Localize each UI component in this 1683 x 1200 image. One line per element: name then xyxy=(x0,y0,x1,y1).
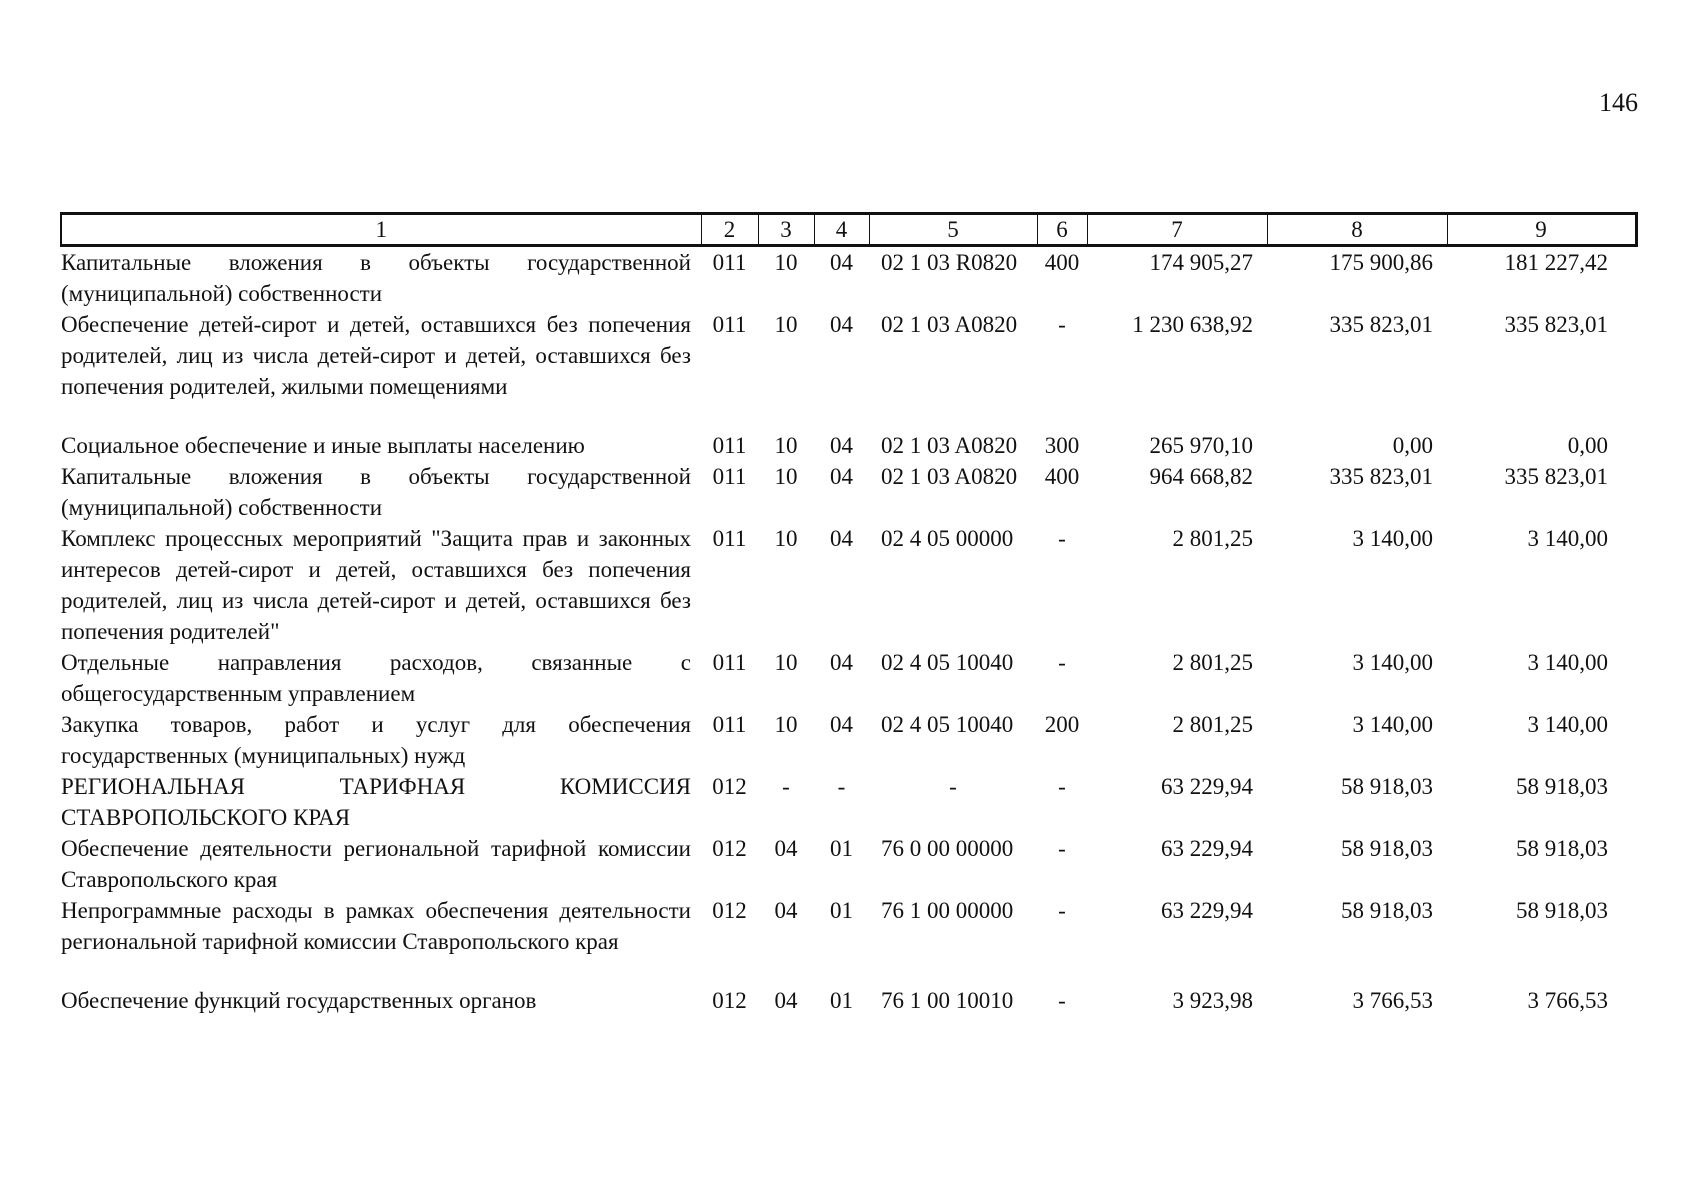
amount-col-7: 1 230 638,92 xyxy=(1132,312,1253,337)
target-item-code: 02 1 03 A0820 xyxy=(881,464,1018,489)
ministry-code: 011 xyxy=(712,433,747,458)
column-header: 8 xyxy=(1267,214,1447,246)
table-row xyxy=(61,523,1636,647)
expense-type-code: - xyxy=(1058,836,1066,861)
subsection-code: - xyxy=(837,774,846,799)
amount-col-8: 175 900,86 xyxy=(1329,250,1433,275)
target-item-code: 02 1 03 A0820 xyxy=(881,312,1018,337)
amount-col-9: 335 823,01 xyxy=(1504,312,1608,337)
expense-name: Капитальные вложения в объекты государственной (муниципальной) собственности xyxy=(61,464,691,520)
amount-col-7: 2 801,25 xyxy=(1172,712,1253,737)
expense-name: Непрограммные расходы в рамках обеспечения деятельности региональной тарифной комиссии Ставропольского края xyxy=(61,898,691,954)
column-header: 7 xyxy=(1087,214,1267,246)
target-item-code: 76 1 00 00000 xyxy=(881,898,1014,923)
column-header: 4 xyxy=(814,214,869,246)
section-code: - xyxy=(782,774,790,799)
section-code: 04 xyxy=(774,988,798,1013)
section-code: 10 xyxy=(774,312,798,337)
target-item-code: 02 4 05 10040 xyxy=(881,712,1014,737)
subsection-code: 01 xyxy=(830,836,853,861)
expense-type-code: 300 xyxy=(1044,433,1080,458)
expense-name: Комплекс процессных мероприятий "Защита прав и законных интересов детей-сирот и детей, оставшихся без попечения родителей, лиц из числа детей-сирот и детей, оставшихся без попечения родителей" xyxy=(61,526,691,644)
amount-col-9: 335 823,01 xyxy=(1504,464,1608,489)
amount-col-9: 3 140,00 xyxy=(1527,650,1608,675)
amount-col-8: 58 918,03 xyxy=(1341,836,1433,861)
subsection-code: 04 xyxy=(830,464,853,489)
amount-col-9: 181 227,42 xyxy=(1504,250,1608,275)
ministry-code: 012 xyxy=(712,836,747,861)
amount-col-7: 964 668,82 xyxy=(1149,464,1253,489)
amount-col-9: 3 140,00 xyxy=(1527,526,1608,551)
amount-col-7: 63 229,94 xyxy=(1161,836,1253,861)
ministry-code: 011 xyxy=(712,650,747,675)
table-row xyxy=(61,309,1636,430)
table-row xyxy=(61,985,1636,1016)
column-header: 5 xyxy=(869,214,1037,246)
amount-col-9: 58 918,03 xyxy=(1516,898,1608,923)
expense-name: Закупка товаров, работ и услуг для обеспечения государственных (муниципальных) нужд xyxy=(61,712,691,768)
ministry-code: 012 xyxy=(712,774,747,799)
amount-col-8: 0,00 xyxy=(1392,433,1433,458)
amount-col-8: 58 918,03 xyxy=(1341,898,1433,923)
section-code: 04 xyxy=(774,898,798,923)
section-code: 10 xyxy=(774,712,798,737)
expense-type-code: - xyxy=(1058,526,1066,551)
target-item-code: 76 0 00 00000 xyxy=(881,836,1014,861)
section-code: 10 xyxy=(774,464,798,489)
table-row xyxy=(61,430,1636,461)
target-item-code: 02 1 03 R0820 xyxy=(881,250,1018,275)
target-item-code: 02 4 05 10040 xyxy=(881,650,1014,675)
amount-col-9: 58 918,03 xyxy=(1516,836,1608,861)
amount-col-8: 335 823,01 xyxy=(1329,312,1433,337)
amount-col-9: 0,00 xyxy=(1567,433,1608,458)
subsection-code: 04 xyxy=(830,433,853,458)
ministry-code: 012 xyxy=(712,988,747,1013)
amount-col-8: 335 823,01 xyxy=(1329,464,1433,489)
expense-name: Капитальные вложения в объекты государственной (муниципальной) собственности xyxy=(61,250,691,306)
section-code: 10 xyxy=(774,526,798,551)
section-code: 10 xyxy=(774,250,798,275)
amount-col-7: 2 801,25 xyxy=(1172,650,1253,675)
subsection-code: 01 xyxy=(830,898,853,923)
table-row xyxy=(61,771,1636,833)
expense-name: Обеспечение функций государственных органов xyxy=(61,988,537,1013)
amount-col-7: 2 801,25 xyxy=(1172,526,1253,551)
page-number: 146 xyxy=(1599,88,1638,117)
amount-col-7: 174 905,27 xyxy=(1149,250,1253,275)
amount-col-9: 3 140,00 xyxy=(1527,712,1608,737)
subsection-code: 04 xyxy=(830,312,853,337)
ministry-code: 011 xyxy=(712,464,747,489)
expense-type-code: - xyxy=(1058,898,1066,923)
expense-name: Отдельные направления расходов, связанные с общегосударственным управлением xyxy=(61,650,691,706)
target-item-code: 02 4 05 00000 xyxy=(881,526,1014,551)
ministry-code: 012 xyxy=(712,898,747,923)
expense-type-code: - xyxy=(1058,988,1066,1013)
target-item-code: - xyxy=(949,774,957,799)
column-header: 9 xyxy=(1447,214,1636,246)
table-row xyxy=(61,461,1636,523)
ministry-code: 011 xyxy=(712,250,747,275)
subsection-code: 04 xyxy=(830,712,853,737)
expense-type-code: - xyxy=(1058,774,1066,799)
expense-name: Социальное обеспечение и иные выплаты населению xyxy=(61,433,585,458)
expense-name: Обеспечение детей-сирот и детей, оставшихся без попечения родителей, лиц из числа детей-сирот и детей, оставшихся без попечения родителей, жилыми помещениями xyxy=(61,312,691,399)
column-header: 2 xyxy=(701,214,758,246)
amount-col-9: 3 766,53 xyxy=(1527,988,1608,1013)
amount-col-7: 265 970,10 xyxy=(1149,433,1253,458)
subsection-code: 04 xyxy=(830,526,853,551)
target-item-code: 76 1 00 10010 xyxy=(881,988,1014,1013)
table-row xyxy=(61,709,1636,771)
subsection-code: 01 xyxy=(830,988,853,1013)
column-header: 1 xyxy=(61,214,701,246)
target-item-code: 02 1 03 A0820 xyxy=(881,433,1018,458)
expense-type-code: 400 xyxy=(1044,250,1080,275)
expense-type-code: 200 xyxy=(1044,712,1080,737)
section-code: 10 xyxy=(774,650,798,675)
amount-col-8: 3 140,00 xyxy=(1352,650,1433,675)
amount-col-7: 63 229,94 xyxy=(1161,774,1253,799)
expense-type-code: 400 xyxy=(1044,464,1080,489)
column-header: 3 xyxy=(758,214,814,246)
table-row xyxy=(61,647,1636,709)
table-row xyxy=(61,246,1636,310)
budget-table xyxy=(60,212,1638,1016)
ministry-code: 011 xyxy=(712,526,747,551)
subsection-code: 04 xyxy=(830,250,853,275)
section-code: 10 xyxy=(774,433,798,458)
amount-col-8: 3 140,00 xyxy=(1352,526,1433,551)
amount-col-7: 63 229,94 xyxy=(1161,898,1253,923)
column-header: 6 xyxy=(1037,214,1087,246)
amount-col-9: 58 918,03 xyxy=(1516,774,1608,799)
amount-col-7: 3 923,98 xyxy=(1172,988,1253,1013)
ministry-code: 011 xyxy=(712,312,747,337)
amount-col-8: 3 766,53 xyxy=(1352,988,1433,1013)
expense-type-code: - xyxy=(1058,312,1066,337)
expense-type-code: - xyxy=(1058,650,1066,675)
table-row xyxy=(61,895,1636,985)
section-code: 04 xyxy=(774,836,798,861)
amount-col-8: 58 918,03 xyxy=(1341,774,1433,799)
expense-name: Обеспечение деятельности региональной тарифной комиссии Ставропольского края xyxy=(61,836,691,892)
expense-name: РЕГИОНАЛЬНАЯ ТАРИФНАЯ КОМИССИЯ СТАВРОПОЛЬСКОГО КРАЯ xyxy=(61,774,691,830)
subsection-code: 04 xyxy=(830,650,853,675)
table-header-row xyxy=(61,214,1636,246)
table-row xyxy=(61,833,1636,895)
amount-col-8: 3 140,00 xyxy=(1352,712,1433,737)
ministry-code: 011 xyxy=(712,712,747,737)
